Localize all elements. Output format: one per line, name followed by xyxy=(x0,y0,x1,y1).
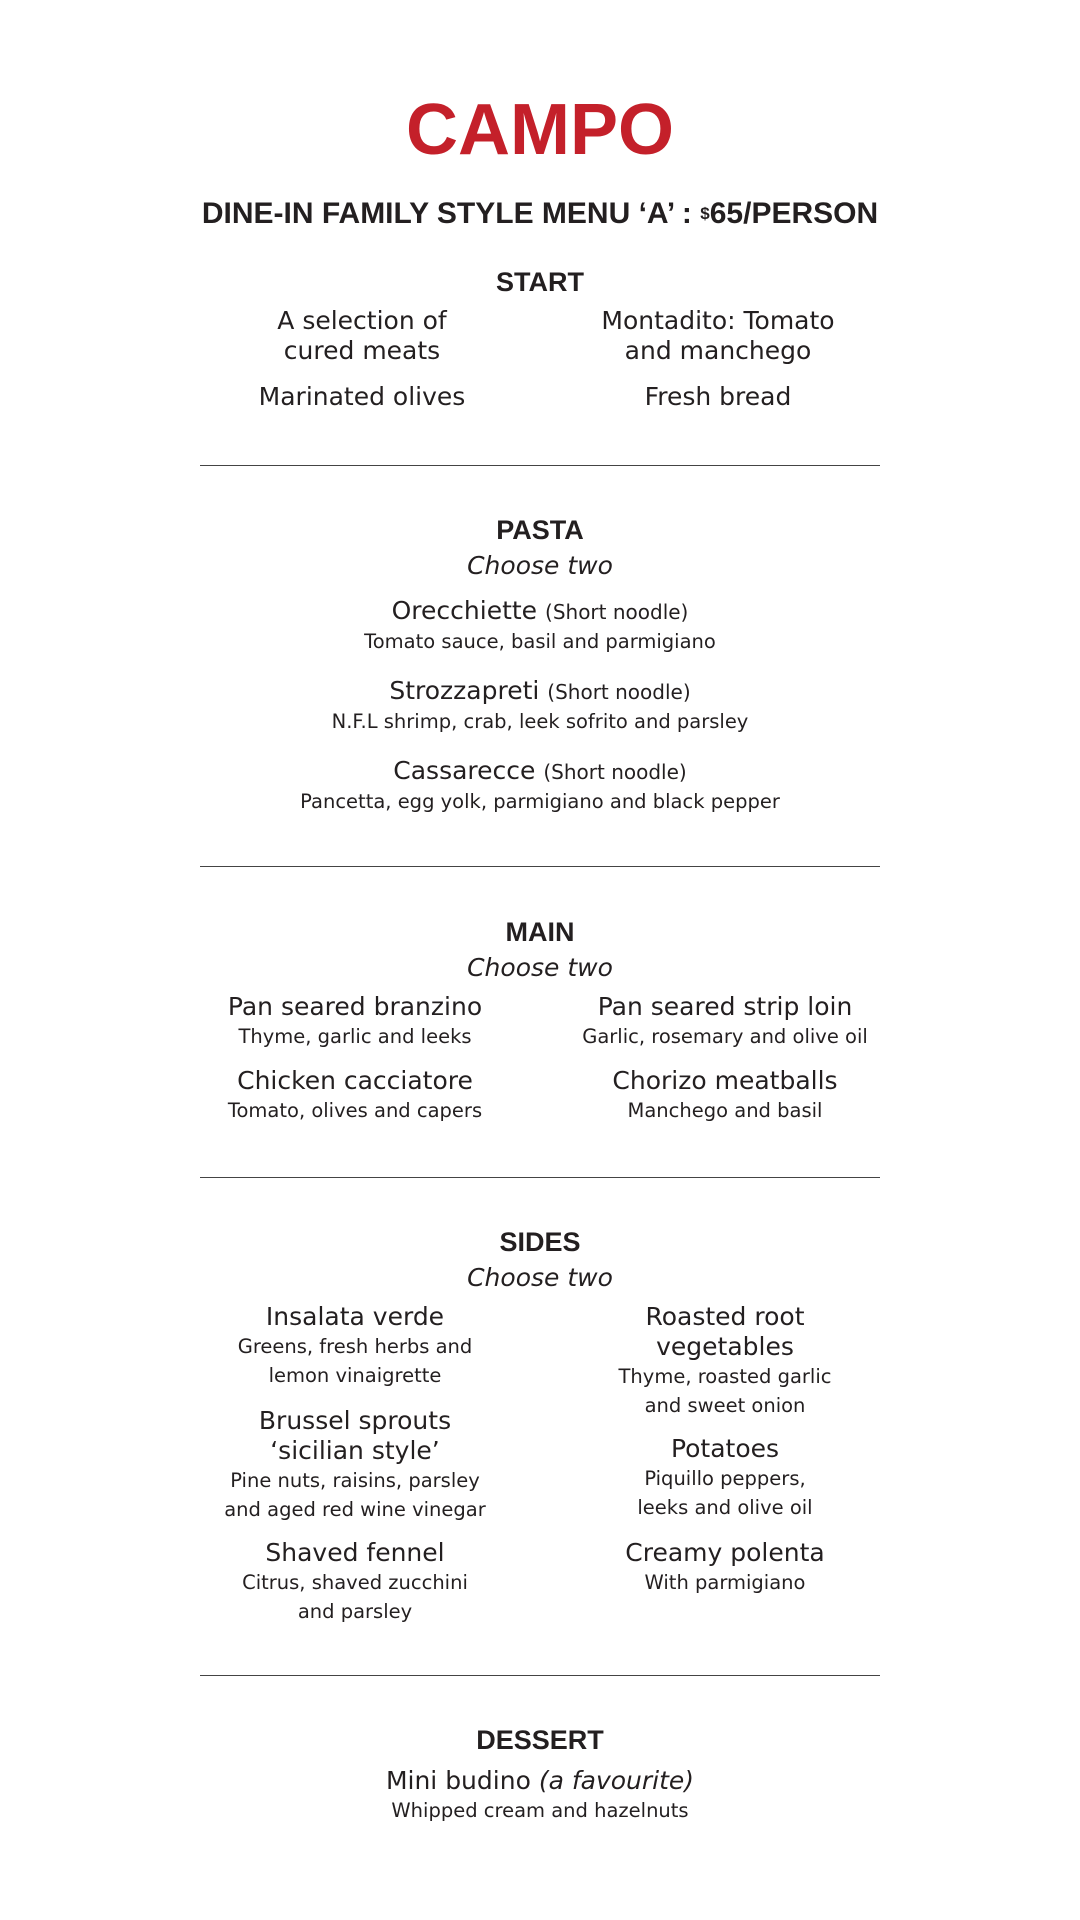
sides-item-name: Shaved fennel xyxy=(265,1538,445,1567)
sides-item-desc: Pine nuts, raisins, parsley xyxy=(230,1469,480,1492)
pasta-item-desc: Tomato sauce, basil and parmigiano xyxy=(364,630,716,653)
start-item xyxy=(182,382,542,412)
sides-item-desc: and parsley xyxy=(297,1600,413,1623)
start-item xyxy=(182,306,542,366)
dessert-item-note: (a favourite) xyxy=(538,1766,695,1795)
dessert-title: DESSERT xyxy=(476,1725,604,1755)
main-item xyxy=(175,992,535,1051)
start-item-name: cured meats xyxy=(283,336,441,365)
start-item-name: A selection of xyxy=(277,306,447,335)
pasta-item-tag: (Short noodle) xyxy=(547,680,691,704)
start-section xyxy=(0,264,1080,300)
currency-symbol: $ xyxy=(700,204,710,223)
main-item-name: Chicken cacciatore xyxy=(237,1066,473,1095)
sides-section xyxy=(0,1224,1080,1296)
sides-item-desc: Greens, fresh herbs and xyxy=(237,1335,473,1358)
pasta-item-name: Orecchiette xyxy=(391,596,538,625)
start-item-name: Montadito: Tomato xyxy=(601,306,835,335)
start-item xyxy=(538,382,898,412)
sides-item xyxy=(175,1302,535,1390)
pasta-item xyxy=(0,596,1080,656)
section-divider xyxy=(200,1675,880,1676)
menu-price: 65/PERSON xyxy=(709,197,879,230)
start-item-name: Fresh bread xyxy=(644,382,792,411)
pasta-item-name: Cassarecce xyxy=(393,756,536,785)
sides-item xyxy=(545,1434,905,1522)
start-item xyxy=(538,306,898,366)
main-section xyxy=(0,914,1080,986)
sides-item-name: Roasted root xyxy=(645,1302,805,1331)
pasta-note: Choose two xyxy=(467,551,613,580)
sides-item-desc: With parmigiano xyxy=(644,1571,806,1594)
menu-title-prefix: DINE-IN FAMILY STYLE MENU ‘A’ : xyxy=(201,197,701,230)
sides-item-name: Brussel sprouts xyxy=(258,1406,452,1435)
main-item-desc: Garlic, rosemary and olive oil xyxy=(582,1025,868,1048)
sides-item xyxy=(545,1538,905,1597)
main-item-desc: Thyme, garlic and leeks xyxy=(238,1025,472,1048)
section-divider xyxy=(200,866,880,867)
sides-item-name: Creamy polenta xyxy=(625,1538,825,1567)
sides-item-desc: and sweet onion xyxy=(644,1394,806,1417)
dessert-item xyxy=(0,1766,1080,1825)
pasta-title: PASTA xyxy=(496,515,584,545)
pasta-item-tag: (Short noodle) xyxy=(543,760,687,784)
section-divider xyxy=(200,465,880,466)
main-item-name: Pan seared strip loin xyxy=(597,992,853,1021)
pasta-item-tag: (Short noodle) xyxy=(545,600,689,624)
pasta-item-desc: N.F.L shrimp, crab, leek sofrito and parsley xyxy=(331,710,749,733)
main-item-name: Pan seared branzino xyxy=(227,992,483,1021)
main-item xyxy=(545,1066,905,1125)
sides-item-name: ‘sicilian style’ xyxy=(270,1436,440,1465)
dessert-item-name: Mini budino xyxy=(385,1766,531,1795)
start-title: START xyxy=(496,267,584,297)
sides-item-name: vegetables xyxy=(656,1332,794,1361)
sides-item xyxy=(545,1302,905,1420)
sides-item xyxy=(175,1538,535,1626)
main-item-name: Chorizo meatballs xyxy=(612,1066,838,1095)
main-title: MAIN xyxy=(505,917,575,947)
sides-item-desc: lemon vinaigrette xyxy=(268,1364,442,1387)
sides-title: SIDES xyxy=(499,1227,581,1257)
sides-item-desc: and aged red wine vinegar xyxy=(224,1498,486,1521)
section-divider xyxy=(200,1177,880,1178)
main-item xyxy=(545,992,905,1051)
sides-item xyxy=(175,1406,535,1524)
main-note: Choose two xyxy=(467,953,613,982)
start-item-name: and manchego xyxy=(624,336,812,365)
sides-note: Choose two xyxy=(467,1263,613,1292)
dessert-section xyxy=(0,1722,1080,1758)
start-item-name: Marinated olives xyxy=(258,382,466,411)
dessert-item-desc: Whipped cream and hazelnuts xyxy=(391,1799,689,1822)
main-item xyxy=(175,1066,535,1125)
pasta-item-desc: Pancetta, egg yolk, parmigiano and black pepper xyxy=(300,790,780,813)
pasta-item xyxy=(0,756,1080,816)
main-item-desc: Manchego and basil xyxy=(627,1099,823,1122)
sides-item-desc: Thyme, roasted garlic xyxy=(618,1365,832,1388)
menu-title xyxy=(0,194,1080,238)
main-item-desc: Tomato, olives and capers xyxy=(227,1099,483,1122)
pasta-item xyxy=(0,676,1080,736)
sides-item-desc: leeks and olive oil xyxy=(637,1496,813,1519)
sides-item-desc: Piquillo peppers, xyxy=(644,1467,806,1490)
brand-logo-text: CAMPO xyxy=(406,90,674,170)
sides-item-desc: Citrus, shaved zucchini xyxy=(242,1571,468,1594)
sides-item-name: Potatoes xyxy=(670,1434,780,1463)
sides-item-name: Insalata verde xyxy=(265,1302,445,1331)
pasta-section xyxy=(0,512,1080,584)
pasta-item-name: Strozzapreti xyxy=(389,676,540,705)
